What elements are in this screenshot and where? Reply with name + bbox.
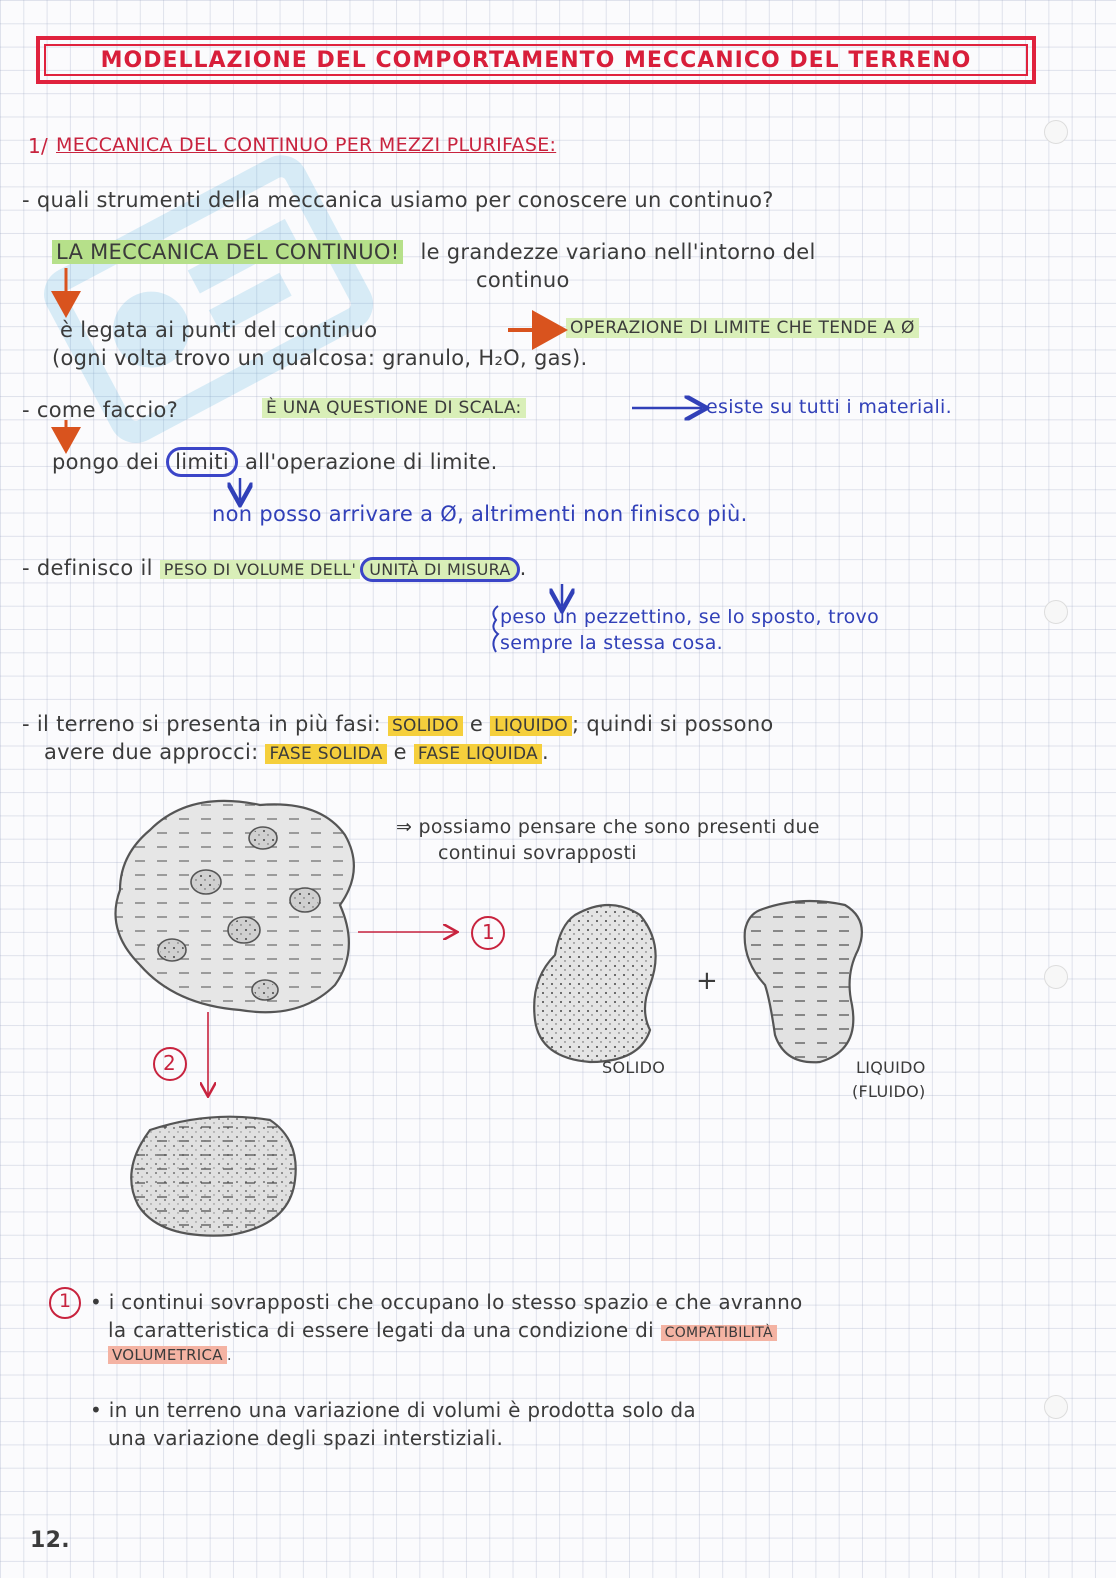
page-number: 12. [30, 1528, 70, 1553]
note1-line-3: VOLUMETRICA . [108, 1346, 232, 1364]
pongo-text: pongo dei [52, 450, 160, 474]
and-text-2: e [393, 740, 407, 764]
come-faccio-text: - come faccio? [22, 398, 179, 422]
limiti-circled: limiti [166, 447, 238, 477]
definisco-text: - definisco il [22, 556, 153, 580]
possiamo-text-1: ⇒ possiamo pensare che sono presenti due [396, 816, 820, 838]
mdc-rest-2: continuo [476, 268, 570, 292]
page-title: MODELLAZIONE DEL COMPORTAMENTO MECCANICO DEL TERRENO [100, 48, 972, 73]
marker-2-label: 2 [163, 1051, 177, 1075]
fluido-label: (FLUIDO) [852, 1082, 926, 1101]
section-number: 1/ [28, 134, 49, 158]
approcci-line: avere due approcci: FASE SOLIDA e FASE LIQUIDA . [44, 740, 549, 764]
blue-brace [493, 606, 498, 652]
terreno-text: - il terreno si presenta in più fasi: [22, 712, 381, 736]
peso-text-2: sempre la stessa cosa. [500, 632, 724, 654]
note1-line-2 [108, 1318, 777, 1342]
definisco-line: - definisco il PESO DI VOLUME DELL' UNITÀ DI MISURA . [22, 556, 527, 580]
legata-text: è legata ai punti del continuo [60, 318, 378, 342]
liquido-label: LIQUIDO [856, 1058, 926, 1077]
operazione-highlight: OPERAZIONE DI LIMITE CHE TENDE A Ø [566, 318, 919, 338]
ogni-volta-text: (ogni volta trovo un qualcosa: granulo, H₂O, gas). [52, 346, 588, 370]
solido-highlight: SOLIDO [388, 716, 463, 736]
possiamo-text-2: continui sovrapposti [438, 842, 637, 864]
mdc-rest: le grandezze variano nell'intorno del [420, 240, 816, 264]
di-misura-text: DI MISURA [423, 560, 511, 579]
note-marker-label: 1 [59, 1290, 72, 1312]
plus-sign: + [696, 966, 719, 996]
question-line: - quali strumenti della meccanica usiamo per conoscere un continuo? [22, 188, 774, 212]
approcci-text: avere due approcci: [44, 740, 259, 764]
marker-1-label: 1 [482, 920, 496, 944]
fase-solida-highlight: FASE SOLIDA [265, 744, 386, 764]
solido-label: SOLIDO [602, 1058, 666, 1077]
liquido-highlight: LIQUIDO [490, 716, 572, 736]
note2-line-1: • in un terreno una variazione di volumi è prodotta solo da [90, 1398, 696, 1422]
note1-line-1: • i continui sovrapposti che occupano lo stesso spazio e che avranno [90, 1290, 803, 1314]
pongo-text-2: all'operazione di limite. [244, 450, 498, 474]
terreno-text-2: ; quindi si possono [571, 712, 774, 736]
compatibilita-highlight: COMPATIBILITÀ [661, 1325, 777, 1341]
questione-highlight: È UNA QUESTIONE DI SCALA: [262, 398, 526, 418]
note2-line-2: una variazione degli spazi interstiziali. [108, 1426, 504, 1450]
peso-volume-highlight: PESO DI VOLUME DELL' [160, 560, 360, 579]
non-posso-text: non posso arrivare a Ø, altrimenti non finisco più. [212, 502, 748, 526]
unita-text: UNITÀ [369, 560, 419, 579]
and-text: e [469, 712, 484, 736]
fase-liquida-highlight: FASE LIQUIDA [414, 744, 542, 764]
section-heading: MECCANICA DEL CONTINUO PER MEZZI PLURIFASE: [56, 134, 557, 156]
note1-text: la caratteristica di essere legati da una condizione di [108, 1318, 654, 1342]
volumetrica-highlight: VOLUMETRICA [108, 1346, 227, 1364]
esiste-text: esiste su tutti i materiali. [706, 396, 952, 418]
mdc-label: LA MECCANICA DEL CONTINUO! [52, 240, 403, 264]
peso-text-1: peso un pezzettino, se lo sposto, trovo [500, 606, 879, 628]
